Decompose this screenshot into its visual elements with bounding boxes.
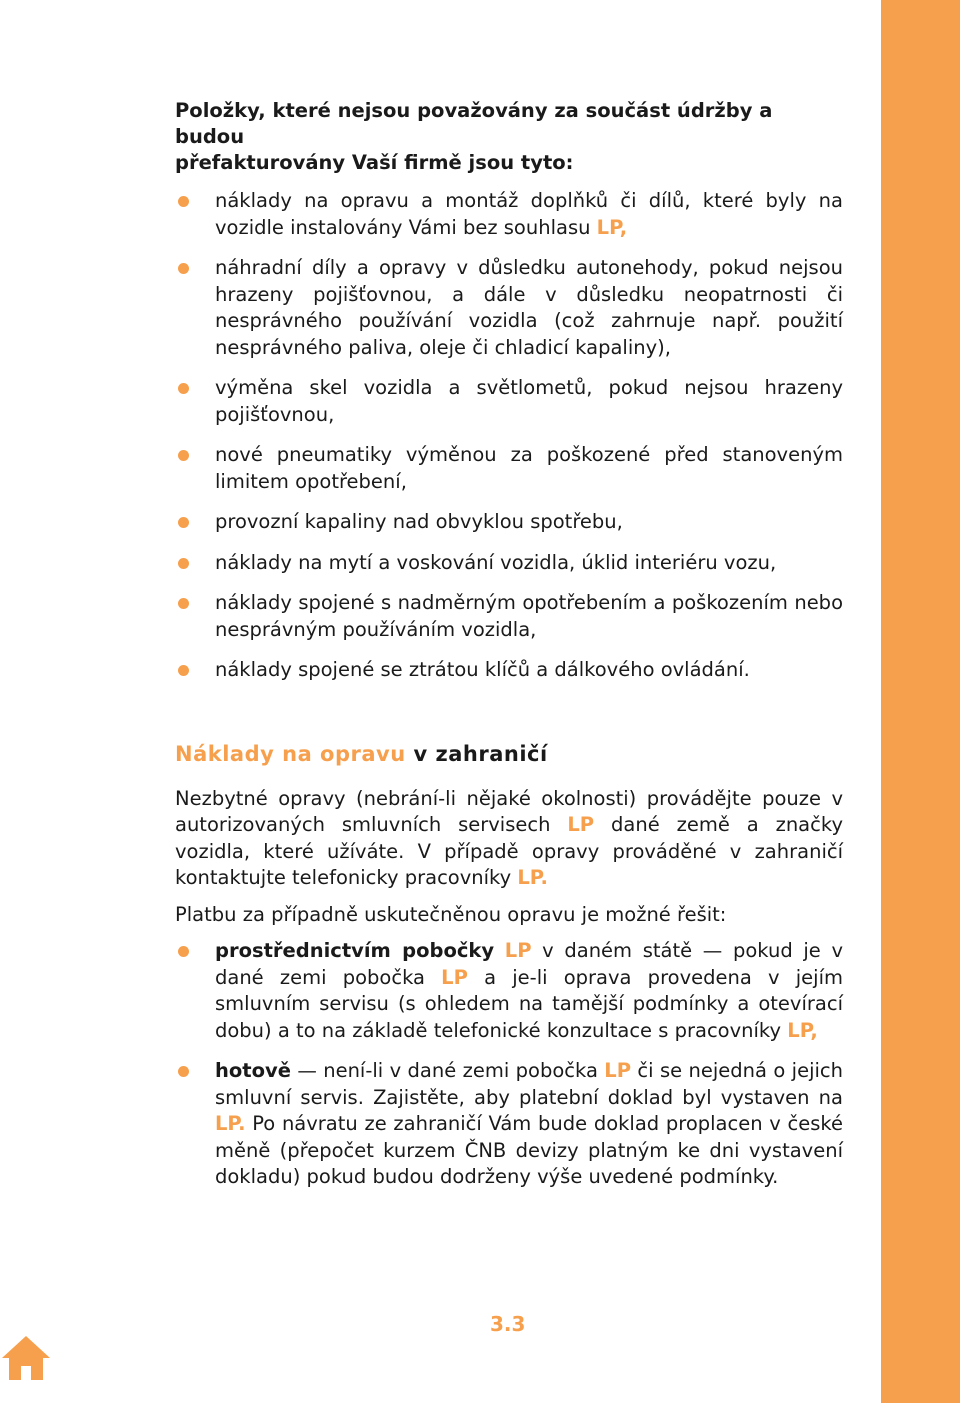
list-item: prostřednictvím pobočky LP v daném státě — pokud je v dané zemi pobočka LP a je-li oprava provedena v jejím smluvním servisu (s ohledem na tamější podmínky a otevírací dobu) a to na základě telefonické konzultace s pracovníky LP, [175,938,843,1044]
list-item: provozní kapaliny nad obvyklou spotřebu, [175,509,843,536]
lp-mark: LP [441,965,468,989]
page-content [175,98,843,1205]
bullet-dot [178,1066,189,1077]
bullet-dot [178,196,189,207]
home-icon[interactable] [0,1334,52,1382]
bullet-dot [178,946,189,957]
page-number: 3.3 [490,1312,526,1336]
list-item: náklady spojené s nadměrným opotřebením a poškozením nebo nesprávným používáním vozidla, [175,590,843,643]
side-accent-bar [881,0,960,1403]
lp-mark: LP, [596,215,628,239]
bullet-dot [178,383,189,394]
lp-mark: LP [504,939,532,962]
list-item: náklady spojené se ztrátou klíčů a dálkového ovládání. [175,657,843,684]
lp-mark: LP, [787,1018,818,1042]
paragraph-repairs: Nezbytné opravy (nebrání-li nějaké okolnosti) provádějte pouze v autorizovaných smluvních servisech LP dané země a značky vozidla, které užíváte. V případě opravy prováděné v zahraničí kontaktujte telefonicky pracovníky LP. [175,786,843,889]
lp-mark: LP. [215,1112,246,1135]
list-item: náhradní díly a opravy v důsledku autonehody, pokud nejsou hrazeny pojišťovnou, a dále v důsledku neopatrnosti či nesprávného používání vozidla (což zahrnuje např. použití nesprávného paliva, oleje či chladicí kapaliny), [175,255,843,361]
payment-options-list [175,938,843,1191]
paragraph-payment: Platbu za případně uskutečněnou opravu je možné řešit: [175,902,727,926]
bullet-dot [178,598,189,609]
bullet-dot [178,558,189,569]
lp-mark: LP [567,813,595,836]
section-title: Náklady na opravu v zahraničí [175,741,548,766]
heading-line-1: Položky, které nejsou považovány za součást údržby a budou [175,99,773,148]
bullet-dot [178,263,189,274]
list-item: nové pneumatiky výměnou za poškozené před stanoveným limitem opotřebení, [175,442,843,495]
list-item: hotově — není-li v dané zemi pobočka LP či se nejedná o jejich smluvní servis. Zajistěte, aby platební doklad byl vystaven na LP. Po návratu ze zahraničí Vám bude doklad proplacen v české měně (přepočet kurzem ČNB devizy platným ke dni vystavení dokladu) pokud budou dodrženy výše uvedené podmínky. [175,1058,843,1191]
list-item: náklady na opravu a montáž doplňků či dílů, které byly na vozidle instalovány Vámi bez souhlasu LP, [175,188,843,241]
list-item: výměna skel vozidla a světlometů, pokud nejsou hrazeny pojišťovnou, [175,375,843,428]
lp-mark: LP [604,1059,632,1082]
heading-line-2: přefakturovány Vaší firmě jsou tyto: [175,151,574,174]
bullet-dot [178,517,189,528]
bullet-dot [178,665,189,676]
list-item: náklady na mytí a voskování vozidla, úklid interiéru vozu, [175,550,843,577]
lp-mark: LP. [517,866,548,889]
section-heading [175,98,843,176]
bullet-dot [178,450,189,461]
rebilled-items-list [175,188,843,684]
